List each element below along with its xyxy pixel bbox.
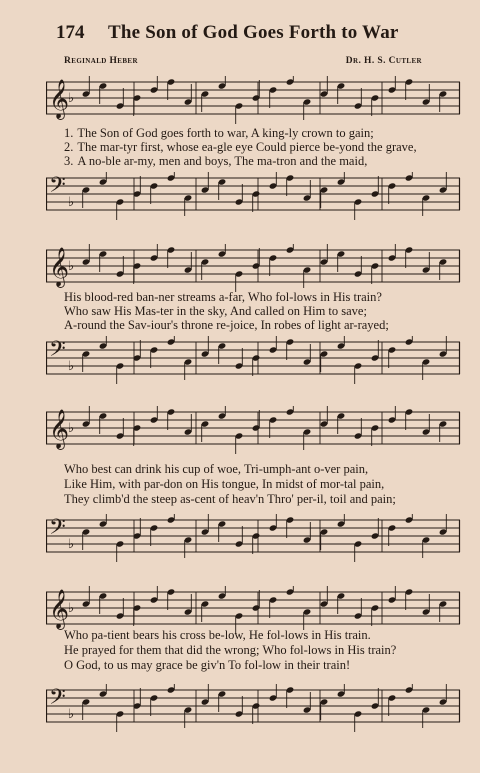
- lyric-line: He prayed for them that did the wrong; Who fol-lows in His train?: [64, 643, 397, 657]
- lyric-line: Who saw His Mas-ter in the sky, And called on Him to save;: [64, 304, 367, 318]
- bass-clef-icon: 𝄢: [49, 515, 66, 545]
- lyric-line: Who pa-tient bears his cross be-low, He fol-lows in His train.: [64, 628, 371, 642]
- hymn-number: 174: [56, 22, 85, 43]
- bass-staff-system-3: [46, 514, 462, 566]
- key-signature-flat-icon: ♭: [68, 259, 75, 274]
- lyric-line: O God, to us may grace be giv'n To fol-low in their train!: [64, 658, 351, 672]
- lyric-line: 2. The mar-tyr first, whose ea-gle eye Could pierce be-yond the grave,: [64, 140, 417, 154]
- bass-clef-icon: 𝄢: [49, 685, 66, 715]
- key-signature-flat-icon: ♭: [68, 195, 75, 210]
- key-signature-flat-icon: ♭: [68, 537, 75, 552]
- treble-staff-system-1: [46, 76, 462, 128]
- lyric-line: 3. A no-ble ar-my, men and boys, The ma-tron and the maid,: [64, 154, 368, 168]
- treble-clef-icon: 𝄞: [49, 247, 70, 287]
- bass-clef-icon: 𝄢: [49, 173, 66, 203]
- key-signature-flat-icon: ♭: [68, 91, 75, 106]
- key-signature-flat-icon: ♭: [68, 707, 75, 722]
- bass-clef-icon: 𝄢: [49, 337, 66, 367]
- composer-credit: Dr. H. S. Cutler: [345, 56, 422, 66]
- lyric-line: 1. The Son of God goes forth to war, A king-ly crown to gain;: [64, 126, 374, 140]
- treble-clef-icon: 𝄞: [49, 409, 70, 449]
- treble-staff-system-2: [46, 244, 462, 296]
- lyric-line: His blood-red ban-ner streams a-far, Who fol-lows in His train?: [64, 290, 382, 304]
- key-signature-flat-icon: ♭: [68, 359, 75, 374]
- lyric-line: Who best can drink his cup of woe, Tri-umph-ant o-ver pain,: [64, 462, 369, 476]
- hymn-title: The Son of God Goes Forth to War: [108, 22, 399, 43]
- lyric-line: They climb'd the steep as-cent of heav'n Thro' per-il, toil and pain;: [64, 492, 396, 506]
- key-signature-flat-icon: ♭: [68, 421, 75, 436]
- bass-staff-system-2: [46, 336, 462, 388]
- key-signature-flat-icon: ♭: [68, 601, 75, 616]
- treble-clef-icon: 𝄞: [49, 79, 70, 119]
- bass-staff-system-4: [46, 684, 462, 736]
- lyricist-credit: Reginald Heber: [64, 56, 138, 66]
- treble-clef-icon: 𝄞: [49, 589, 70, 629]
- lyric-line: A-round the Sav-iour's throne re-joice, In robes of light ar-rayed;: [64, 318, 389, 332]
- bass-staff-system-1: [46, 172, 462, 224]
- lyric-line: Like Him, with par-don on His tongue, In midst of mor-tal pain,: [64, 477, 385, 491]
- treble-staff-system-3: [46, 406, 462, 458]
